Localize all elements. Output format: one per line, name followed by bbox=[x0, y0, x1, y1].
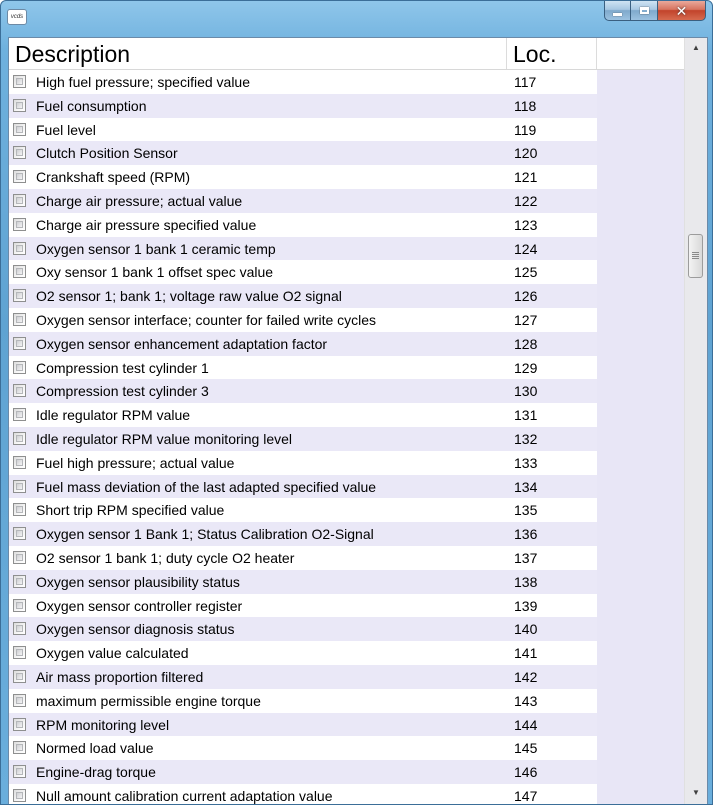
row-checkbox[interactable] bbox=[13, 218, 26, 231]
row-location: 135 bbox=[514, 502, 538, 519]
row-location: 126 bbox=[514, 288, 538, 305]
row-checkbox[interactable] bbox=[13, 670, 26, 683]
row-description: Normed load value bbox=[36, 740, 154, 757]
row-description: Air mass proportion filtered bbox=[36, 668, 204, 685]
title-bar[interactable] bbox=[1, 1, 712, 37]
table-row[interactable] bbox=[9, 237, 597, 261]
row-checkbox[interactable] bbox=[13, 456, 26, 469]
table-row[interactable] bbox=[9, 165, 597, 189]
row-description: Charge air pressure specified value bbox=[36, 216, 257, 233]
table-row[interactable] bbox=[9, 451, 597, 475]
row-checkbox[interactable] bbox=[13, 503, 26, 516]
row-location: 132 bbox=[514, 430, 538, 447]
row-description: Oxygen sensor enhancement adaptation factor bbox=[36, 335, 328, 352]
row-description: Fuel high pressure; actual value bbox=[36, 454, 235, 471]
table-row[interactable] bbox=[9, 689, 597, 713]
row-checkbox[interactable] bbox=[13, 718, 26, 731]
row-location: 120 bbox=[514, 145, 538, 162]
row-location: 118 bbox=[514, 97, 537, 114]
table-row[interactable] bbox=[9, 498, 597, 522]
table-row[interactable] bbox=[9, 427, 597, 451]
table-row[interactable] bbox=[9, 189, 597, 213]
row-checkbox[interactable] bbox=[13, 123, 26, 136]
table-row[interactable] bbox=[9, 546, 597, 570]
table-body bbox=[9, 70, 597, 805]
row-description: Compression test cylinder 3 bbox=[36, 383, 209, 400]
row-location: 130 bbox=[514, 383, 538, 400]
row-checkbox[interactable] bbox=[13, 75, 26, 88]
row-checkbox[interactable] bbox=[13, 789, 26, 802]
row-description: Engine-drag torque bbox=[36, 764, 156, 781]
row-description: Null amount calibration current adaptation value bbox=[36, 787, 333, 804]
row-location: 119 bbox=[514, 121, 537, 138]
minimize-button[interactable] bbox=[604, 1, 631, 21]
window-controls bbox=[604, 1, 706, 22]
table-row[interactable] bbox=[9, 736, 597, 760]
row-location: 144 bbox=[514, 716, 538, 733]
maximize-button[interactable] bbox=[631, 1, 658, 21]
row-checkbox[interactable] bbox=[13, 337, 26, 350]
row-checkbox[interactable] bbox=[13, 741, 26, 754]
row-location: 122 bbox=[514, 192, 538, 209]
scroll-up-icon[interactable]: ▲ bbox=[692, 43, 700, 52]
row-description: Oxygen sensor 1 Bank 1; Status Calibration O2-Signal bbox=[36, 526, 374, 543]
row-checkbox[interactable] bbox=[13, 575, 26, 588]
row-checkbox[interactable] bbox=[13, 361, 26, 374]
row-description: High fuel pressure; specified value bbox=[36, 74, 251, 90]
row-checkbox[interactable] bbox=[13, 384, 26, 397]
row-description: Fuel level bbox=[36, 121, 96, 138]
table-row[interactable] bbox=[9, 70, 597, 94]
list-view bbox=[9, 38, 685, 805]
row-description: Compression test cylinder 1 bbox=[36, 359, 209, 376]
maximize-icon bbox=[640, 7, 649, 14]
row-location: 133 bbox=[514, 454, 538, 471]
row-description: maximum permissible engine torque bbox=[36, 692, 261, 709]
row-location: 125 bbox=[514, 264, 538, 281]
row-checkbox[interactable] bbox=[13, 289, 26, 302]
row-location: 123 bbox=[514, 216, 538, 233]
row-location: 138 bbox=[514, 573, 538, 590]
table-row[interactable] bbox=[9, 332, 597, 356]
close-button[interactable] bbox=[658, 1, 706, 21]
row-description: O2 sensor 1 bank 1; duty cycle O2 heater bbox=[36, 549, 295, 566]
row-description: Oxygen sensor controller register bbox=[36, 597, 243, 614]
table-row[interactable] bbox=[9, 118, 597, 142]
row-location: 140 bbox=[514, 621, 538, 638]
row-location: 143 bbox=[514, 692, 538, 709]
table-row[interactable] bbox=[9, 379, 597, 403]
row-checkbox[interactable] bbox=[13, 599, 26, 612]
grip-icon bbox=[692, 252, 699, 259]
row-description: Idle regulator RPM value bbox=[36, 407, 191, 424]
row-description: Short trip RPM specified value bbox=[36, 502, 225, 519]
table-row[interactable] bbox=[9, 665, 597, 689]
measuring-blocks-list bbox=[8, 37, 708, 805]
row-description: Idle regulator RPM value monitoring level bbox=[36, 430, 293, 447]
column-header-location[interactable]: Loc. bbox=[507, 38, 597, 69]
table-row[interactable] bbox=[9, 308, 597, 332]
row-location: 131 bbox=[514, 407, 538, 424]
table-row[interactable] bbox=[9, 760, 597, 784]
row-description: Oxygen sensor plausibility status bbox=[36, 573, 240, 590]
row-description: Clutch Position Sensor bbox=[36, 145, 178, 162]
row-checkbox[interactable] bbox=[13, 480, 26, 493]
row-checkbox[interactable] bbox=[13, 99, 26, 112]
row-description: Oxygen sensor diagnosis status bbox=[36, 621, 235, 638]
row-checkbox[interactable] bbox=[13, 313, 26, 326]
row-checkbox[interactable] bbox=[13, 408, 26, 421]
table-row[interactable] bbox=[9, 284, 597, 308]
table-row[interactable] bbox=[9, 141, 597, 165]
row-location: 141 bbox=[514, 645, 538, 662]
row-checkbox[interactable] bbox=[13, 432, 26, 445]
scroll-down-icon[interactable]: ▼ bbox=[692, 788, 700, 797]
row-description: Fuel consumption bbox=[36, 97, 147, 114]
row-checkbox[interactable] bbox=[13, 527, 26, 540]
row-location: 145 bbox=[514, 740, 538, 757]
close-icon: ✕ bbox=[675, 2, 688, 19]
row-description: Oxygen sensor interface; counter for failed write cycles bbox=[36, 311, 377, 328]
table-row[interactable] bbox=[9, 94, 597, 118]
row-checkbox[interactable] bbox=[13, 694, 26, 707]
row-description: Oxygen sensor 1 bank 1 ceramic temp bbox=[36, 240, 276, 257]
row-location: 127 bbox=[514, 311, 538, 328]
row-location: 147 bbox=[514, 787, 538, 804]
table-row[interactable] bbox=[9, 213, 597, 237]
column-header bbox=[9, 38, 685, 70]
minimize-icon bbox=[613, 13, 622, 16]
row-location: 134 bbox=[514, 478, 538, 495]
row-location: 146 bbox=[514, 764, 538, 781]
row-description: RPM monitoring level bbox=[36, 716, 170, 733]
row-checkbox[interactable] bbox=[13, 194, 26, 207]
row-location: 128 bbox=[514, 335, 538, 352]
row-checkbox[interactable] bbox=[13, 646, 26, 659]
table-row[interactable] bbox=[9, 641, 597, 665]
column-header-description[interactable]: Description bbox=[9, 38, 507, 69]
row-checkbox[interactable] bbox=[13, 146, 26, 159]
row-description: Oxy sensor 1 bank 1 offset spec value bbox=[36, 264, 274, 281]
row-description: Oxygen value calculated bbox=[36, 645, 189, 662]
table-row[interactable] bbox=[9, 522, 597, 546]
table-row[interactable] bbox=[9, 784, 597, 805]
table-row[interactable] bbox=[9, 617, 597, 641]
table-row[interactable] bbox=[9, 356, 597, 380]
table-row[interactable] bbox=[9, 475, 597, 499]
vertical-scrollbar[interactable] bbox=[684, 38, 707, 805]
row-location: 121 bbox=[514, 169, 538, 186]
row-location: 129 bbox=[514, 359, 538, 376]
row-checkbox[interactable] bbox=[13, 170, 26, 183]
row-description: Charge air pressure; actual value bbox=[36, 192, 243, 209]
row-location: 142 bbox=[514, 668, 538, 685]
row-checkbox[interactable] bbox=[13, 622, 26, 635]
row-checkbox[interactable] bbox=[13, 551, 26, 564]
row-description: Crankshaft speed (RPM) bbox=[36, 169, 191, 186]
row-location: 137 bbox=[514, 549, 538, 566]
scrollbar-thumb[interactable] bbox=[688, 234, 703, 278]
row-description: Fuel mass deviation of the last adapted specified value bbox=[36, 478, 377, 495]
row-location: 139 bbox=[514, 597, 538, 614]
table-row[interactable] bbox=[9, 260, 597, 284]
table-row[interactable] bbox=[9, 570, 597, 594]
app-icon[interactable]: vcds bbox=[7, 9, 27, 25]
row-description: O2 sensor 1; bank 1; voltage raw value O2 signal bbox=[36, 288, 342, 305]
table-row[interactable] bbox=[9, 594, 597, 618]
row-location: 117 bbox=[514, 74, 537, 90]
table-row[interactable] bbox=[9, 713, 597, 737]
table-row[interactable] bbox=[9, 403, 597, 427]
row-checkbox[interactable] bbox=[13, 765, 26, 778]
row-location: 124 bbox=[514, 240, 538, 257]
row-checkbox[interactable] bbox=[13, 265, 26, 278]
row-checkbox[interactable] bbox=[13, 242, 26, 255]
row-location: 136 bbox=[514, 526, 538, 543]
